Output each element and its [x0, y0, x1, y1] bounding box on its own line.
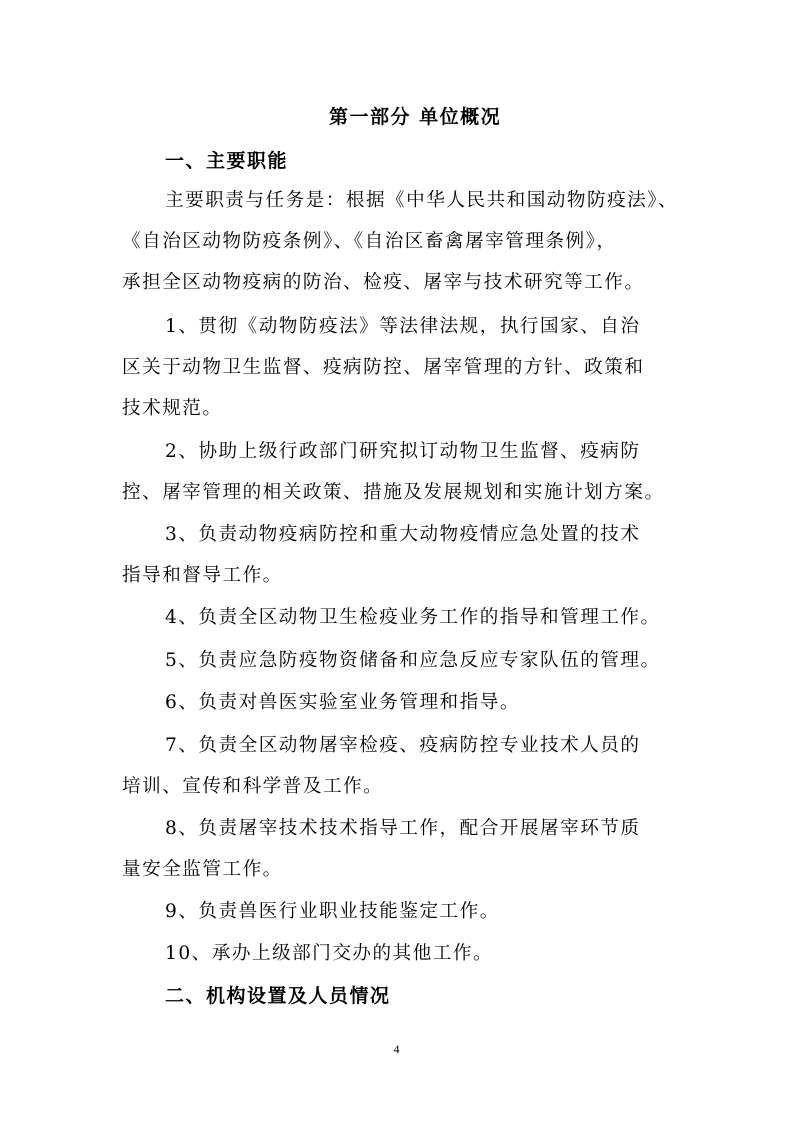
paragraph-line: 6、负责对兽医实验室业务管理和指导。: [165, 692, 520, 713]
paragraph-line: 3、负责动物疫病防控和重大动物疫情应急处置的技术: [165, 524, 641, 545]
section-heading-organization: 二、机构设置及人员情况: [165, 985, 391, 1007]
paragraph-line: 7、负责全区动物屠宰检疫、疫病防控专业技术人员的: [165, 735, 641, 756]
paragraph-line: 4、负责全区动物卫生检疫业务工作的指导和管理工作。: [165, 607, 661, 628]
paragraph-line: 承担全区动物疫病的防治、检疫、屠宰与技术研究等工作。: [122, 272, 645, 293]
paragraph-line: 量安全监管工作。: [122, 859, 283, 880]
paragraph-line: 培训、宣传和科学普及工作。: [122, 776, 384, 797]
paragraph-line: 区关于动物卫生监督、疫病防控、屠宰管理的方针、政策和: [122, 357, 645, 378]
paragraph-line: 《自治区动物防疫条例》、《自治区畜禽屠宰管理条例》，: [122, 231, 617, 252]
paragraph-line: 1、贯彻《动物防疫法》等法律法规，执行国家、自治: [165, 316, 641, 337]
paragraph-line: 指导和督导工作。: [122, 565, 283, 586]
paragraph-line: 2、协助上级行政部门研究拟订动物卫生监督、疫病防: [165, 441, 641, 462]
paragraph-line: 10、承办上级部门交办的其他工作。: [165, 943, 494, 964]
paragraph-line: 主要职责与任务是：根据《中华人民共和国动物防疫法》、: [165, 190, 679, 211]
page-title: 第一部分 单位概况: [329, 106, 502, 128]
page-number: 4: [393, 1042, 400, 1056]
paragraph-line: 技术规范。: [122, 398, 223, 419]
paragraph-line: 8、负责屠宰技术技术指导工作，配合开展屠宰环节质: [165, 818, 641, 839]
paragraph-line: 5、负责应急防疫物资储备和应急反应专家队伍的管理。: [165, 650, 661, 671]
paragraph-line: 控、屠宰管理的相关政策、措施及发展规划和实施计划方案。: [122, 482, 665, 503]
paragraph-line: 9、负责兽医行业职业技能鉴定工作。: [165, 901, 500, 922]
section-heading-main-functions: 一、主要职能: [165, 150, 289, 172]
